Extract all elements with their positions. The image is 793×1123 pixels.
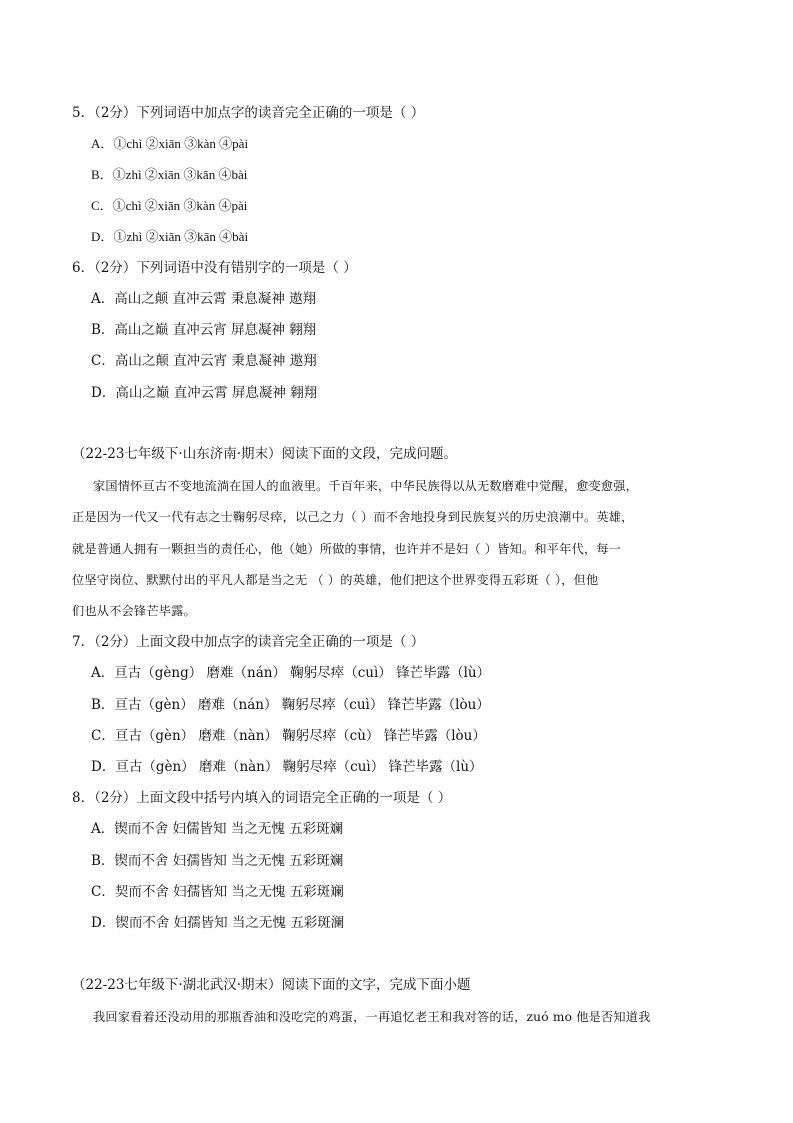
question-7-option-d: D．亘古（gèn） 磨难（nàn） 鞠躬尽瘁（cuì） 锋芒毕露（lù） [91, 759, 483, 775]
question-5-option-d: D．①zhì ②xiān ③kān ④bài [91, 229, 249, 244]
question-8-option-d: D．锲而不舍 妇孺皆知 当之无愧 五彩斑澜 [91, 915, 345, 931]
question-6-option-d: D．高山之巅 直冲云霄 屏息凝神 翱翔 [91, 385, 318, 401]
question-5-stem: 5．（2分）下列词语中加点字的读音完全正确的一项是（ ） [72, 105, 425, 121]
question-7-option-a: A．亘古（gèng） 磨难（nán） 鞠躬尽瘁（cuì） 锋芒毕露（lù） [91, 665, 491, 681]
question-6-option-c: C．高山之颠 直冲云宵 秉息凝神 遨翔 [91, 353, 317, 369]
passage-line-1: 家国情怀亘古不变地流淌在国人的血液里。千百年来，中华民族得以从无数磨难中觉醒，愈变愈强， [93, 479, 639, 493]
section-2-header: （22-23七年级下·湖北武汉·期末）阅读下面的文字，完成下面小题 [72, 977, 471, 993]
passage-line-5: 们也从不会锋芒毕露。 [72, 604, 196, 618]
passage-line-3: 就是普通人拥有一颗担当的责任心，他（她）所做的事情，也许并不是妇（ ）皆知。和平年代，每一 [72, 542, 622, 556]
question-8-option-b: B．锲而不舍 妇孺皆知 当之无愧 五彩斑斓 [91, 853, 344, 869]
question-5-option-b: B．①zhì ②xiān ③kān ④bài [91, 167, 248, 182]
passage-line-2: 正是因为一代又一代有志之士鞠躬尽瘁，以己之力（ ）而不舍地投身到民族复兴的历史浪潮中。英雄， [72, 510, 634, 524]
question-7-option-b: B．亘古（gèn） 磨难（nán） 鞠躬尽瘁（cuì） 锋芒毕露（lòu） [91, 697, 490, 713]
question-7-stem: 7．（2分）上面文段中加点字的读音完全正确的一项是（ ） [72, 634, 425, 650]
section-1-header: （22-23七年级下·山东济南·期末）阅读下面的文段，完成问题。 [72, 446, 457, 462]
question-6-option-b: B．高山之巅 直冲云宵 屏息凝神 翱翔 [91, 322, 317, 338]
passage-2-line-1: 我回家看着还没动用的那瓶香油和没吃完的鸡蛋，一再追忆老王和我对答的话，zuó mo 他是否知道我 [93, 1010, 651, 1024]
question-5-option-a: A．①chì ②xiān ③kàn ④pài [91, 136, 249, 151]
question-8-option-a: A．锲而不舍 妇儒皆知 当之无愧 五彩斑斓 [91, 821, 344, 837]
question-6-stem: 6．（2分）下列词语中没有错别字的一项是（ ） [72, 260, 357, 276]
question-8-option-c: C．契而不舍 妇孺皆知 当之无愧 五彩斑斓 [91, 884, 344, 900]
passage-line-4: 位坚守岗位、默默付出的平凡人都是当之无 （ ）的英雄，他们把这个世界变得五彩斑（ ），但他 [72, 573, 599, 587]
question-6-option-a: A．高山之颠 直冲云霄 秉息凝神 遨翔 [91, 291, 317, 307]
question-5-option-c: C．①chì ②xiān ③kàn ④pài [91, 198, 248, 213]
question-7-option-c: C．亘古（gèn） 磨难（nàn） 鞠躬尽瘁（cù） 锋芒毕露（lòu） [91, 728, 486, 744]
question-8-stem: 8．（2分）上面文段中括号内填入的词语完全正确的一项是（ ） [72, 790, 452, 806]
